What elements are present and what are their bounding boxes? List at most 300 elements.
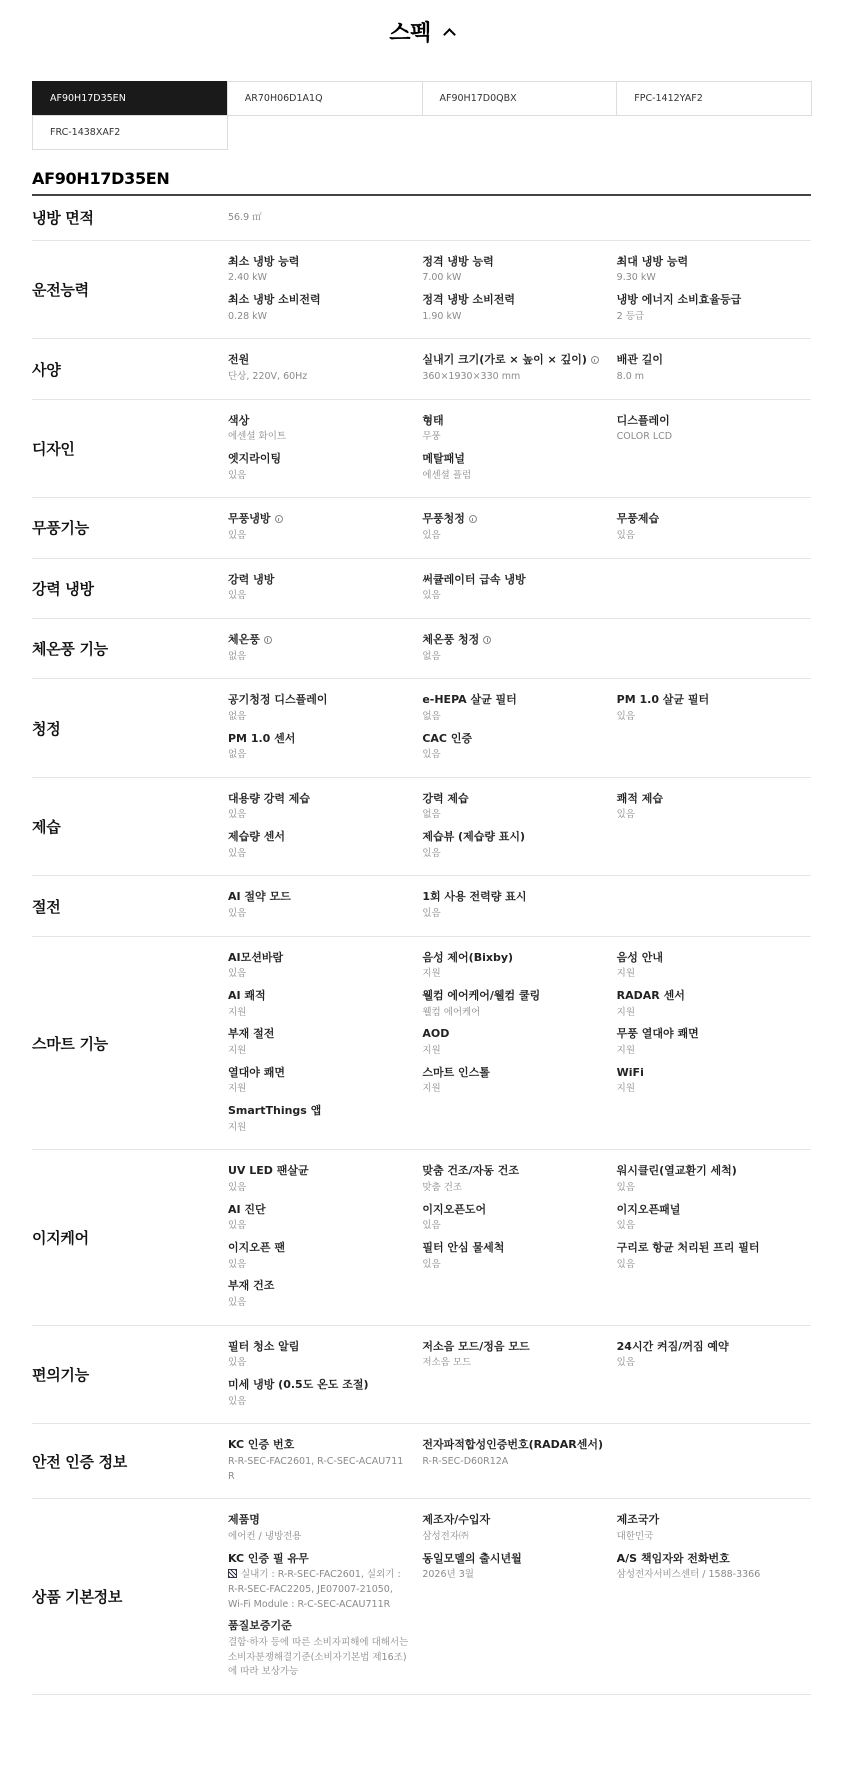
spec-row-items [228,619,811,678]
spec-item [422,888,616,921]
spec-item-value: 9.30 kW [616,272,656,284]
spec-item-name: 동일모델의 출시년월 [422,1551,522,1565]
spec-item-value: 있음 [228,1395,247,1407]
spec-row-label: 안전 인증 정보 [32,1452,127,1471]
spec-row [32,778,811,877]
spec-item-name-row [422,291,616,309]
tab-model-1[interactable]: AF90H17D35EN [32,81,228,116]
tab-model-3[interactable]: AF90H17D0QBX [422,81,618,116]
spec-row-items [228,778,811,876]
spec-item-name: 강력 냉방 [228,572,275,586]
spec-item-value-row [617,271,811,286]
spec-item-name-row [228,450,422,468]
spec-row-items [228,1326,811,1424]
spec-row-items [228,241,811,339]
spec-item [617,1550,811,1613]
spec-item [617,691,811,724]
spec-item-name-row [228,987,422,1005]
spec-item [228,631,422,664]
spec-item-name: AI 진단 [228,1202,266,1216]
spec-item-value-row [422,1006,616,1021]
spec-item-value: 있음 [228,529,247,541]
spec-item [228,510,422,543]
spec-item-name: 강력 제습 [422,791,469,805]
spec-item-name-row [228,730,422,748]
spec-item-name: 색상 [228,413,250,427]
spec-item-name-row [228,1025,422,1043]
spec-item-value-row [422,967,616,982]
spec-item-value: 없음 [228,710,247,722]
spec-item [228,450,422,483]
spec-item-value-row [617,1044,811,1059]
spec-item-name-row [617,1239,811,1257]
spec-item-name-row [422,1201,616,1219]
spec-item-name-row [228,1617,422,1635]
spec-item-value-row [617,370,811,385]
spec-item-value: 없음 [422,710,441,722]
spec-item-value: R-R-SEC-D60R12A [422,1455,509,1467]
spec-item-value-row [422,650,616,665]
spec-row [32,196,811,241]
spec-item-name: AI모션바람 [228,950,284,964]
spec-item-value-row [617,967,811,982]
spec-item-name-row [228,888,422,906]
spec-row-items [228,498,811,557]
spec-item-value: 없음 [228,749,247,761]
spec-item-value-row [228,271,422,286]
spec-item-name: 이지오픈패널 [616,1202,681,1216]
spec-row-label: 스마트 기능 [32,1034,108,1053]
spec-item-value-row [228,1296,422,1311]
spec-item-name-row [617,1338,811,1356]
spec-item [422,253,616,286]
spec-item [617,790,811,823]
spec-item [228,210,422,226]
spec-item-name: 맞춤 건조/자동 건조 [422,1164,520,1178]
spec-item-name: 대용량 강력 제습 [228,791,311,805]
spec-item-name: 웰컴 에어케어/웰컴 쿨링 [422,989,541,1003]
spec-item-name-row [617,1511,811,1529]
spec-item-value: 있음 [228,1296,247,1308]
spec-item-value-row [228,1455,422,1484]
spec-item [422,790,616,823]
spec-item-value: 대한민국 [616,1530,654,1542]
spec-row-label: 강력 냉방 [32,579,94,598]
spec-item-value-row [422,847,616,862]
spec-item-name-row [617,351,811,369]
spec-item-name-row [228,253,422,271]
spec-item-value-row [228,370,422,385]
spec-item-value-row [422,1044,616,1059]
spec-item-name: UV LED 팬살균 [228,1164,309,1178]
spec-item-name: 무풍냉방 [228,512,271,526]
spec-item-value-row [228,808,422,823]
spec-item-name-row [422,1162,616,1180]
spec-item-name: 음성 제어(Bixby) [422,950,514,964]
spec-item-name-row [228,631,422,649]
spec-item-value-row [422,529,616,544]
spec-item-value: 지원 [228,1121,247,1133]
spec-item [228,949,422,982]
spec-item-value-row [422,271,616,286]
spec-item [228,1617,422,1680]
spec-item-value-row [228,1568,422,1612]
spec-item-name: e-HEPA 살균 필터 [422,693,517,707]
spec-item-name-row [422,253,616,271]
spec-item [617,1239,811,1272]
spec-item-name: 저소음 모드/정음 모드 [422,1339,530,1353]
spec-item [422,412,616,445]
spec-row-label: 상품 기본정보 [32,1588,123,1607]
spec-item-name-row [422,1025,616,1043]
spec-item-name: 24시간 켜짐/꺼짐 예약 [616,1339,729,1353]
spec-item-name: 구리로 항균 처리된 프리 필터 [616,1240,760,1254]
spec-item-value-row [228,1530,422,1545]
spec-item [228,1436,422,1484]
spec-title: 스펙 [389,20,431,46]
spec-item-value-row [422,808,616,823]
spec-item-name: WiFi [616,1065,644,1079]
spec-item [617,949,811,982]
spec-item-name: 형태 [422,413,444,427]
spec-item-value: 삼성전자서비스센터 / 1588-3366 [616,1569,761,1581]
spec-item-name: 최소 냉방 능력 [228,254,300,268]
spec-item-value-row [228,469,422,484]
spec-item-name-row [228,1511,422,1529]
spec-item-value-row [422,710,616,725]
spec-item-name: 음성 안내 [616,950,663,964]
spec-row [32,559,811,619]
tab-model-2[interactable]: AR70H06D1A1Q [227,81,423,116]
spec-item-value-row [228,1181,422,1196]
spec-item-value-row [228,1636,422,1680]
spec-item [228,1338,422,1371]
spec-item-value-row [422,589,616,604]
spec-item-value: 에어컨 / 냉방전용 [228,1530,302,1542]
spec-item-name: 전원 [228,353,250,367]
spec-item-name-row [422,351,616,369]
spec-item-value: 지원 [422,1045,441,1056]
spec-item-value: 실내기 : R-R-SEC-FAC2601, 실외기 : R-R-SEC-FAC2205, JE07007-21050, Wi-Fi Module : R-C-SEC-ACAU711R [228,1569,401,1610]
spec-item-name-row [422,730,616,748]
spec-item-name-row [422,1511,616,1529]
spec-item-value: R-R-SEC-FAC2601, R-C-SEC-ACAU711 R [228,1455,404,1482]
spec-row-items [228,559,811,618]
spec-row-label: 디자인 [32,439,75,458]
spec-item [422,691,616,724]
spec-item-name: 제품명 [228,1513,260,1527]
spec-item-name: KC 인증 번호 [228,1438,295,1452]
spec-item [422,631,616,664]
spec-item [617,1025,811,1058]
spec-item-value-row [422,1568,616,1583]
spec-item-name: 필터 안심 물세척 [422,1240,505,1254]
spec-item-name-row [422,691,616,709]
spec-item-value: 단상, 220V, 60Hz [228,370,308,382]
spec-item-value-row [617,529,811,544]
spec-item [422,1162,616,1195]
spec-item-value: 있음 [616,710,636,722]
spec-item-name: 제조국가 [616,1513,660,1527]
spec-item-name: 필터 청소 알림 [228,1339,300,1353]
spec-item-name: SmartThings 앱 [228,1104,322,1118]
spec-item-name-row [617,1201,811,1219]
spec-item-name-row [422,571,616,589]
spec-item-value: 지원 [228,1083,247,1095]
spec-item-value: 있음 [228,469,247,481]
info-icon[interactable] [264,636,272,644]
spec-item-name-row [228,351,422,369]
info-icon[interactable] [469,515,477,523]
spec-item-value-row [617,1181,811,1196]
spec-item-value-row [422,430,616,445]
spec-item-value-row [228,1044,422,1059]
spec-item [617,987,811,1020]
spec-item [422,1201,616,1234]
spec-item-name-row [617,510,811,528]
spec-item-value: 없음 [422,650,441,662]
spec-item-value: 있음 [228,847,247,859]
spec-item-value: 저소음 모드 [422,1357,472,1369]
spec-item [228,1201,422,1234]
spec-item-value-row [422,1356,616,1371]
spec-row-items [228,876,811,935]
spec-row-label: 운전능력 [32,281,89,300]
spec-item-value-row [228,967,422,982]
spec-item-value-row [228,650,422,665]
spec-item-name: PM 1.0 센서 [228,731,296,745]
spec-item-value-row [617,1258,811,1273]
spec-item-value-row [617,310,811,325]
spec-item-value: 맞춤 건조 [422,1181,463,1193]
spec-item-name: 제조자/수입자 [422,1513,491,1527]
spec-item-name: 써큘레이터 급속 냉방 [422,572,526,586]
spec-item-name-row [617,412,811,430]
spec-item-name-row [617,949,811,967]
spec-item [422,450,616,483]
spec-item-value: 7.00 kW [422,272,462,284]
spec-item [228,253,422,286]
spec-item-value: 무풍 [422,431,441,443]
spec-item-name: A/S 책임자와 전화번호 [616,1551,730,1565]
spec-item-name: 부재 절전 [228,1027,275,1041]
spec-item-name: 무풍제습 [616,512,660,526]
spec-row [32,937,811,1151]
spec-item-name-row [228,1376,422,1394]
spec-item [228,291,422,324]
spec-item-name: 체온풍 [228,632,260,646]
spec-item-value-row [228,1356,422,1371]
spec-item [422,730,616,763]
spec-item-name-row [617,691,811,709]
spec-item-value: 에센셜 플럼 [422,469,472,481]
spec-item-value: 있음 [228,908,247,920]
model-tabs [32,81,811,149]
spec-item-name-row [422,1064,616,1082]
spec-item-value: 에센셜 화이트 [228,431,287,443]
spec-item-value: 2026년 3월 [422,1569,474,1581]
spec-item [228,412,422,445]
spec-item-value: 360×1930×330 mm [422,370,521,382]
spec-item-value-row [617,1530,811,1545]
spec-item-name: 워시클린(열교환기 세척) [616,1164,737,1178]
spec-item-value: 0.28 kW [228,310,268,322]
spec-item-name: 품질보증기준 [228,1619,292,1633]
spec-item-name: 스마트 인스톨 [422,1065,490,1079]
spec-item-value-row [228,847,422,862]
spec-item-name: 실내기 크기(가로 × 높이 × 깊이) [422,353,587,367]
info-icon[interactable] [591,356,599,364]
spec-item-name: AI 절약 모드 [228,890,291,904]
spec-item-name-row [228,571,422,589]
spec-item-value: 웰컴 에어케어 [422,1006,481,1018]
spec-item-value-row [228,907,422,922]
spec-item-name: AI 쾌적 [228,989,266,1003]
spec-item-value-row [422,1530,616,1545]
spec-item-value: 없음 [228,650,247,662]
spec-item [422,1338,616,1371]
spec-item-value: 있음 [228,809,247,821]
spec-item-name: 미세 냉방 (0.5도 온도 조절) [228,1377,369,1391]
spec-item-name: 쾌적 제습 [616,791,663,805]
spec-item-value: 있음 [228,1181,247,1193]
spec-row-items [228,196,811,240]
spec-item [422,1511,616,1544]
spec-item-value-row [228,1082,422,1097]
spec-item-name-row [617,1550,811,1568]
spec-item-name: 디스플레이 [616,413,670,427]
spec-item-name-row [617,1162,811,1180]
spec-item [228,1162,422,1195]
spec-item-value: 지원 [616,968,636,980]
spec-item-name-row [617,1064,811,1082]
spec-item-name-row [228,412,422,430]
spec-item-name-row [228,1277,422,1295]
spec-item-value-row [228,211,422,226]
spec-item-name-row [422,1239,616,1257]
spec-item [228,1511,422,1544]
spec-item [422,987,616,1020]
tab-model-4[interactable]: FPC-1412YAF2 [616,81,812,116]
spec-item-name-row [422,828,616,846]
spec-item-name-row [422,1436,616,1454]
spec-item-name-row [228,828,422,846]
spec-item-name-row [422,510,616,528]
spec-item-name: KC 인증 필 유무 [228,1551,309,1565]
spec-item-value: 지원 [616,1083,636,1095]
spec-item [422,1025,616,1058]
spec-item [617,1162,811,1195]
spec-header[interactable] [32,0,811,60]
spec-item-value-row [228,748,422,763]
spec-row [32,679,811,778]
spec-item-value: 있음 [228,1258,247,1270]
spec-item [228,1239,422,1272]
chevron-up-icon[interactable] [443,28,456,41]
info-icon[interactable] [275,515,283,523]
spec-item-name-row [617,291,811,309]
spec-item-value: 있음 [228,1357,247,1369]
spec-item [617,351,811,384]
spec-item-value-row [422,907,616,922]
spec-row-items [228,400,811,498]
spec-item-name-row [617,790,811,808]
spec-item [228,828,422,861]
spec-item [422,949,616,982]
spec-item-name-row [617,987,811,1005]
spec-item-name-row [228,1064,422,1082]
spec-item-value-row [228,310,422,325]
spec-item-value-row [228,529,422,544]
spec-row-items [228,1150,811,1324]
spec-item-value-row [228,1258,422,1273]
spec-item-value-row [228,1395,422,1410]
spec-item-name: 정격 냉방 소비전력 [422,293,515,307]
spec-item-name-row [422,888,616,906]
spec-row [32,1150,811,1325]
spec-row-items [228,937,811,1150]
spec-item-value: 있음 [228,1220,247,1232]
spec-row [32,1499,811,1695]
spec-item-name-row [228,1436,422,1454]
spec-item-name-row [228,949,422,967]
spec-item [422,351,616,384]
spec-item-value-row [422,1181,616,1196]
spec-item-name: PM 1.0 살균 필터 [616,693,710,707]
spec-item-value: 있음 [616,1181,636,1193]
spec-item-value-row [422,748,616,763]
spec-item-value: 56.9 ㎡ [228,212,262,223]
spec-row-items [228,679,811,777]
spec-item [228,1550,422,1613]
spec-item-value: 있음 [422,1258,441,1270]
spec-item-value: 있음 [422,847,441,859]
spec-item-name: 냉방 에너지 소비효율등급 [616,293,742,307]
spec-item-name: 제습뷰 (제습량 표시) [422,830,526,844]
spec-row [32,241,811,340]
spec-item-name-row [228,790,422,808]
spec-item-value: 있음 [422,529,441,541]
spec-item-name-row [228,1201,422,1219]
spec-item-value-row [617,1082,811,1097]
spec-item-value: 지원 [616,1006,636,1018]
spec-item-value: 지원 [616,1045,636,1056]
spec-item [228,691,422,724]
spec-item-value-row [617,1568,811,1583]
spec-item-value: 1.90 kW [422,310,462,322]
spec-item [228,790,422,823]
spec-item-value: 8.0 m [616,370,645,382]
spec-item [228,1025,422,1058]
spec-row [32,400,811,499]
info-icon[interactable] [483,636,491,644]
spec-row [32,498,811,558]
spec-item [617,1201,811,1234]
spec-item-value-row [422,310,616,325]
spec-item-value: 있음 [616,1220,636,1232]
spec-row [32,1424,811,1499]
spec-item-name: 메탈패널 [422,451,465,465]
spec-item-name-row [422,412,616,430]
spec-item [617,1511,811,1544]
spec-row-items [228,1424,811,1498]
spec-item [617,253,811,286]
spec-item-value: 있음 [616,809,636,821]
spec-item-value-row [617,430,811,445]
tab-model-5[interactable]: FRC-1438XAF2 [32,115,228,150]
spec-item-name: 무풍 열대야 쾌면 [616,1027,699,1041]
model-title: AF90H17D35EN [32,169,811,196]
